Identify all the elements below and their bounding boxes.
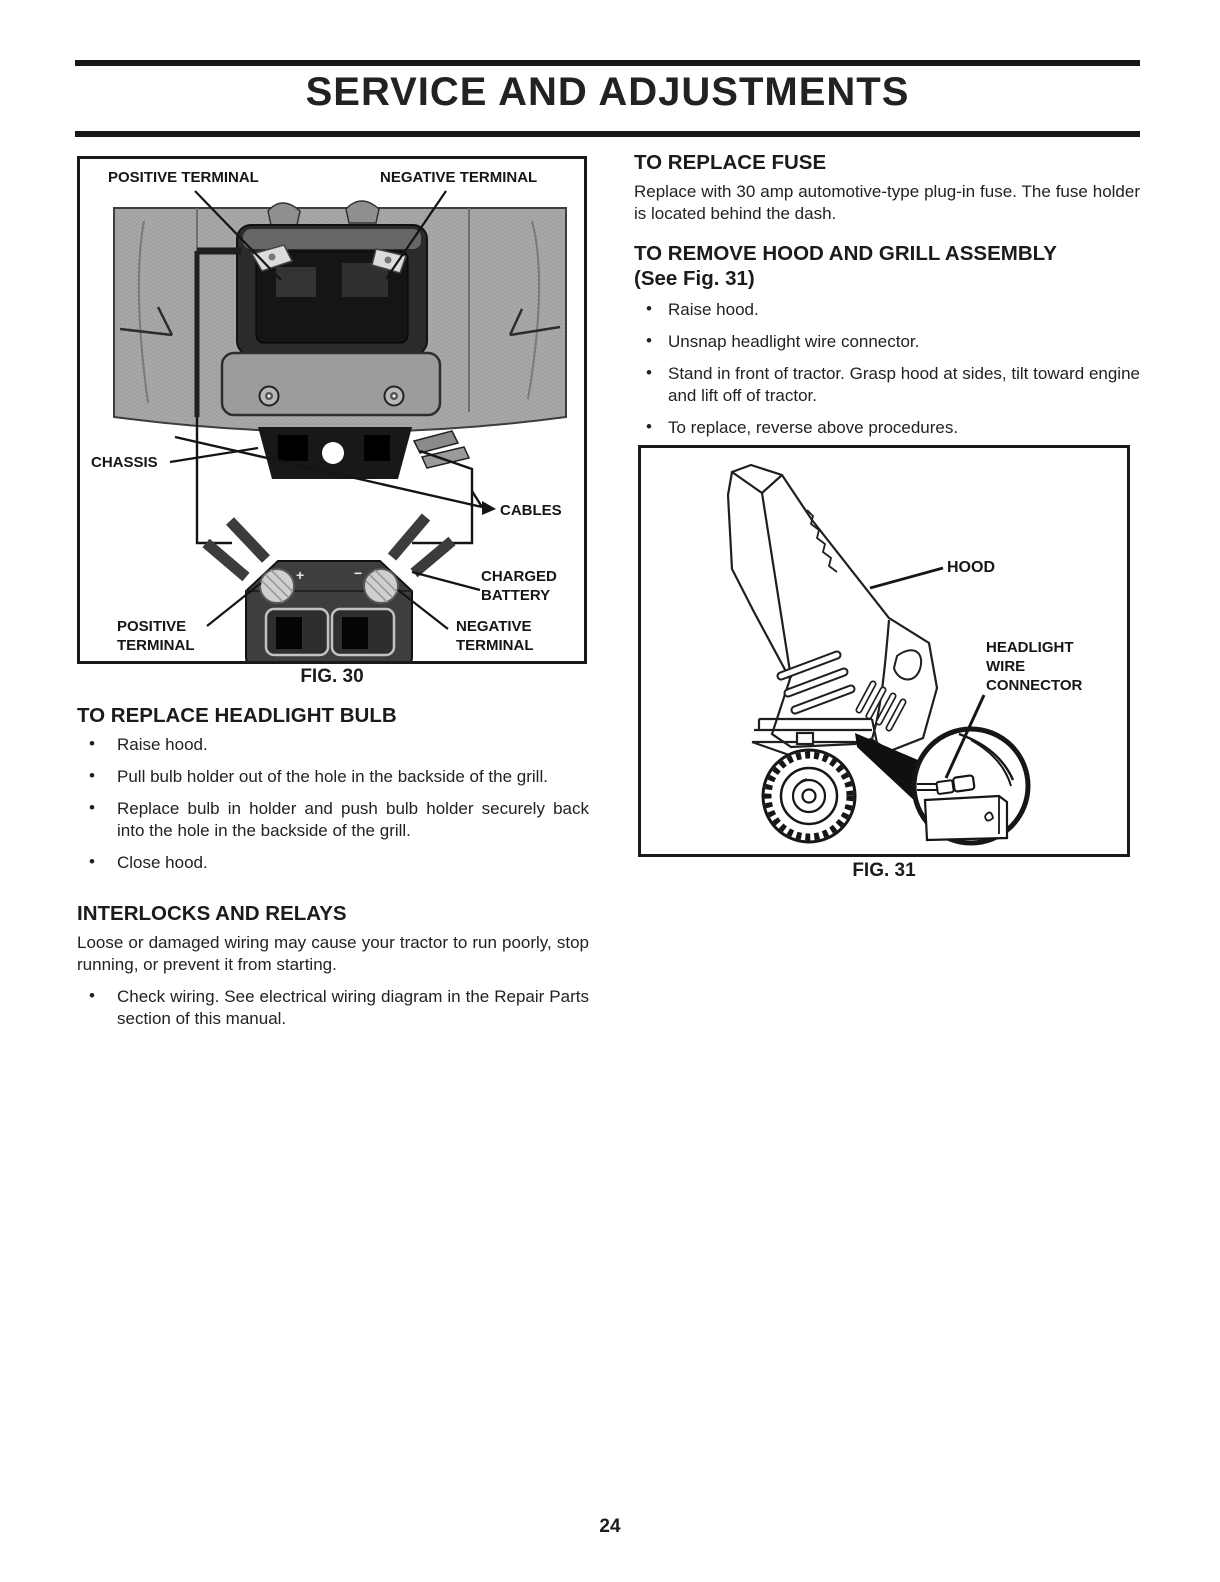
label-negative-terminal-top: NEGATIVE TERMINAL xyxy=(380,169,538,186)
list-item xyxy=(77,766,589,788)
front-wheel xyxy=(763,750,855,842)
headlight-bulb-list xyxy=(77,734,589,874)
interlocks-intro: Loose or damaged wiring may cause your tractor to run poorly, stop running, or prevent it from starting. xyxy=(77,933,589,974)
list-item xyxy=(77,852,589,874)
top-rule xyxy=(75,60,1140,66)
label-chassis: CHASSIS xyxy=(91,454,158,471)
list-item-text: Raise hood. xyxy=(117,735,208,754)
label-headlight-wire-connector: HEADLIGHT WIRE CONNECTOR xyxy=(986,639,1083,694)
interlocks-section xyxy=(77,901,589,1040)
list-item xyxy=(634,331,1140,353)
remove-hood-heading-line1: TO REMOVE HOOD AND GRILL ASSEMBLY xyxy=(634,242,1057,265)
minus-mark: − xyxy=(354,565,363,581)
interlocks-heading: INTERLOCKS AND RELAYS xyxy=(77,902,347,925)
label-hood: HOOD xyxy=(947,559,995,576)
label-negative-terminal-bottom: NEGATIVE TERMINAL xyxy=(456,618,534,654)
charged-battery-drawing xyxy=(206,517,452,661)
list-item-text: Replace bulb in holder and push bulb holder securely back into the hole in the backside of the grill. xyxy=(117,799,589,840)
label-charged-battery: CHARGED BATTERY xyxy=(481,568,557,604)
list-item xyxy=(77,986,589,1030)
remove-hood-heading-line2: (See Fig. 31) xyxy=(634,267,755,290)
list-item xyxy=(634,299,1140,321)
label-cables: CABLES xyxy=(500,502,562,519)
list-item-text: Raise hood. xyxy=(668,300,759,319)
interlocks-list xyxy=(77,986,589,1030)
figure-30-caption: FIG. 30 xyxy=(300,666,364,687)
label-positive-terminal-bottom: POSITIVE TERMINAL xyxy=(117,618,195,654)
hood-drawing xyxy=(728,465,937,751)
list-item-text: Close hood. xyxy=(117,853,208,872)
figure-31-caption: FIG. 31 xyxy=(852,860,916,881)
title-bottom-rule xyxy=(75,131,1140,137)
list-item-text: Unsnap headlight wire connector. xyxy=(668,332,920,351)
list-item-text: Stand in front of tractor. Grasp hood at sides, tilt toward engine and lift off of tractor. xyxy=(668,364,1140,405)
figure-30 xyxy=(77,156,587,664)
remove-hood-list xyxy=(634,299,1140,439)
battery-compartment-photo xyxy=(114,201,566,432)
label-positive-terminal-top: POSITIVE TERMINAL xyxy=(108,169,259,186)
page-title: SERVICE AND ADJUSTMENTS xyxy=(305,70,910,114)
fuse-body: Replace with 30 amp automotive-type plug-in fuse. The fuse holder is located behind the dash. xyxy=(634,182,1140,223)
list-item xyxy=(77,734,589,756)
plus-mark: + xyxy=(296,567,305,583)
chassis-drawing xyxy=(258,427,469,479)
magnifier-detail xyxy=(914,729,1028,843)
headlight-bulb-section xyxy=(77,703,589,884)
right-column xyxy=(634,150,1140,449)
figure-31 xyxy=(638,445,1130,857)
list-item xyxy=(634,417,1140,439)
page-number: 24 xyxy=(599,1516,621,1537)
list-item xyxy=(77,798,589,842)
battery-bracket xyxy=(222,353,440,415)
list-item-text: Check wiring. See electrical wiring diagram in the Repair Parts section of this manual. xyxy=(117,987,589,1028)
list-item xyxy=(634,363,1140,407)
list-item-text: Pull bulb holder out of the hole in the backside of the grill. xyxy=(117,767,548,786)
headlight-bulb-heading: TO REPLACE HEADLIGHT BULB xyxy=(77,704,397,727)
list-item-text: To replace, reverse above procedures. xyxy=(668,418,959,437)
fuse-heading: TO REPLACE FUSE xyxy=(634,151,827,174)
